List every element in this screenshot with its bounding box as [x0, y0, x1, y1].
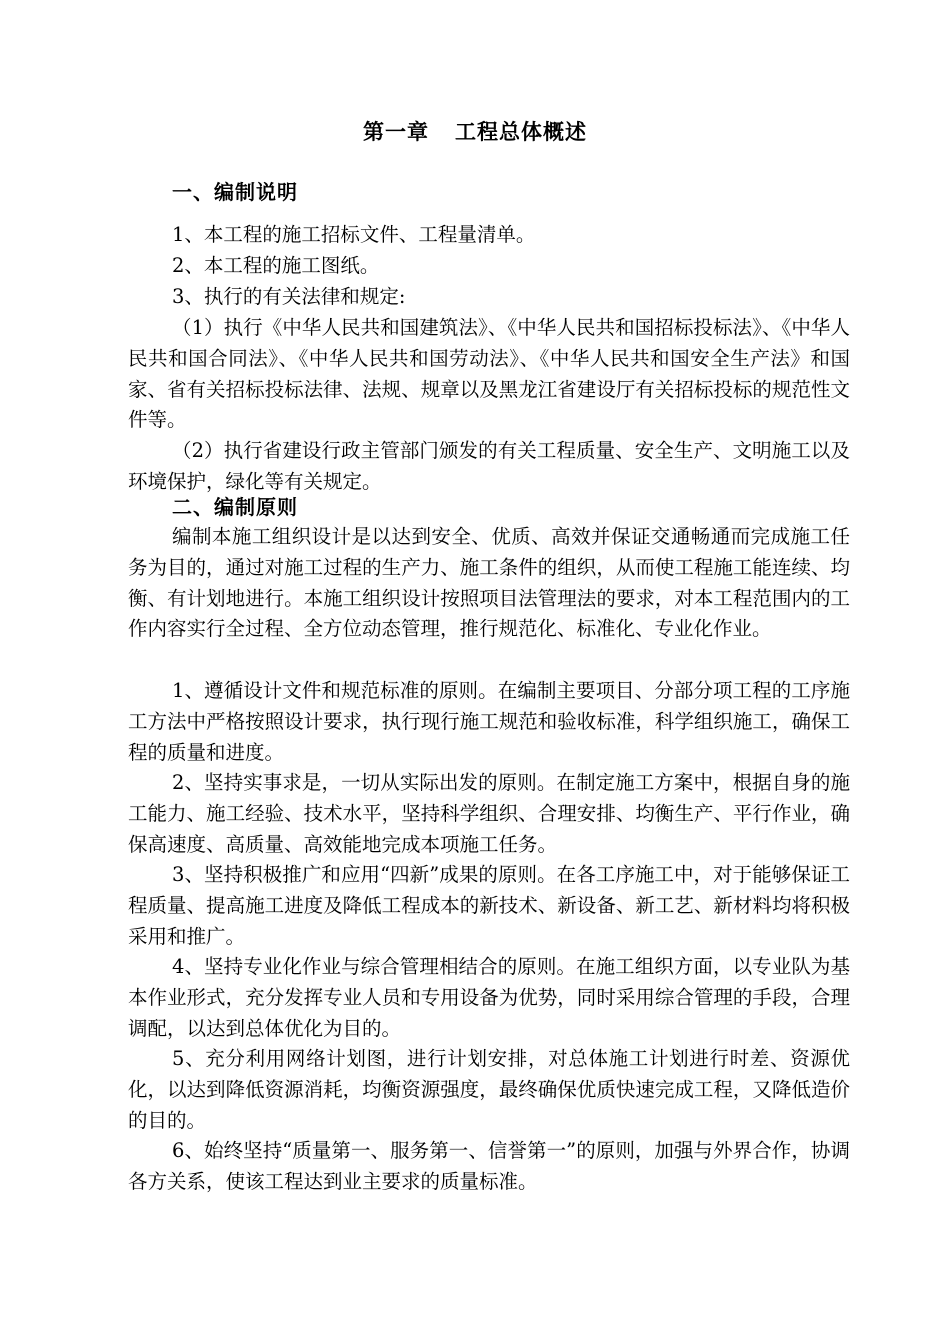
- paragraph-principle-6: 6、始终坚持“质量第一、服务第一、信誉第一”的原则，加强与外界合作，协调各方关系，使该工程达到业主要求的质量标准。: [128, 1139, 850, 1193]
- chapter-label: 第一章: [363, 120, 429, 144]
- paragraph-principle-3: 3、坚持积极推广和应用“四新”成果的原则。在各工序施工中，对于能够保证工程质量、提高施工进度及降低工程成本的新技术、新设备、新工艺、新材料均将积极采用和推广。: [128, 863, 850, 948]
- section-heading-compilation-principles: 二、编制原则: [172, 495, 298, 519]
- chapter-name: 工程总体概述: [455, 120, 587, 144]
- paragraph-item-3-2: （2）执行省建设行政主管部门颁发的有关工程质量、安全生产、文明施工以及环境保护，绿化等有关规定。: [128, 439, 850, 493]
- paragraph-principle-2: 2、坚持实事求是，一切从实际出发的原则。在制定施工方案中，根据自身的施工能力、施工经验、技术水平，坚持科学组织、合理安排、均衡生产、平行作业，确保高速度、高质量、高效能地完成本项施工任务。: [128, 771, 850, 856]
- paragraph-item-3: 3、执行的有关法律和规定:: [172, 285, 406, 308]
- paragraph-principle-5: 5、充分利用网络计划图，进行计划安排，对总体施工计划进行时差、资源优化，以达到降低资源消耗，均衡资源强度，最终确保优质快速完成工程，又降低造价的目的。: [128, 1047, 850, 1132]
- chapter-title: [0, 116, 950, 148]
- section-heading-compilation-notes: 一、编制说明: [172, 180, 298, 204]
- paragraph-principle-4: 4、坚持专业化作业与综合管理相结合的原则。在施工组织方面，以专业队为基本作业形式，充分发挥专业人员和专用设备为优势，同时采用综合管理的手段，合理调配，以达到总体优化为目的。: [128, 955, 850, 1040]
- paragraph-item-2: 2、本工程的施工图纸。: [172, 254, 380, 277]
- paragraph-principles-intro: 编制本施工组织设计是以达到安全、优质、高效并保证交通畅通而完成施工任务为目的，通过对施工过程的生产力、施工条件的组织，从而使工程施工能连续、均衡、有计划地进行。本施工组织设计按照项目法管理法的要求，对本工程范围内的工作内容实行全过程、全方位动态管理，推行规范化、标准化、专业化作业。: [128, 525, 850, 641]
- paragraph-item-3-1: （1）执行《中华人民共和国建筑法》、《中华人民共和国招标投标法》、《中华人民共和国合同法》、《中华人民共和国劳动法》、《中华人民共和国安全生产法》和国家、省有关招标投标法律、法规、规章以及黑龙江省建设厅有关招标投标的规范性文件等。: [128, 316, 850, 432]
- paragraph-principle-1: 1、遵循设计文件和规范标准的原则。在编制主要项目、分部分项工程的工序施工方法中严格按照设计要求，执行现行施工规范和验收标准，科学组织施工，确保工程的质量和进度。: [128, 679, 850, 764]
- paragraph-item-1: 1、本工程的施工招标文件、工程量清单。: [172, 223, 536, 246]
